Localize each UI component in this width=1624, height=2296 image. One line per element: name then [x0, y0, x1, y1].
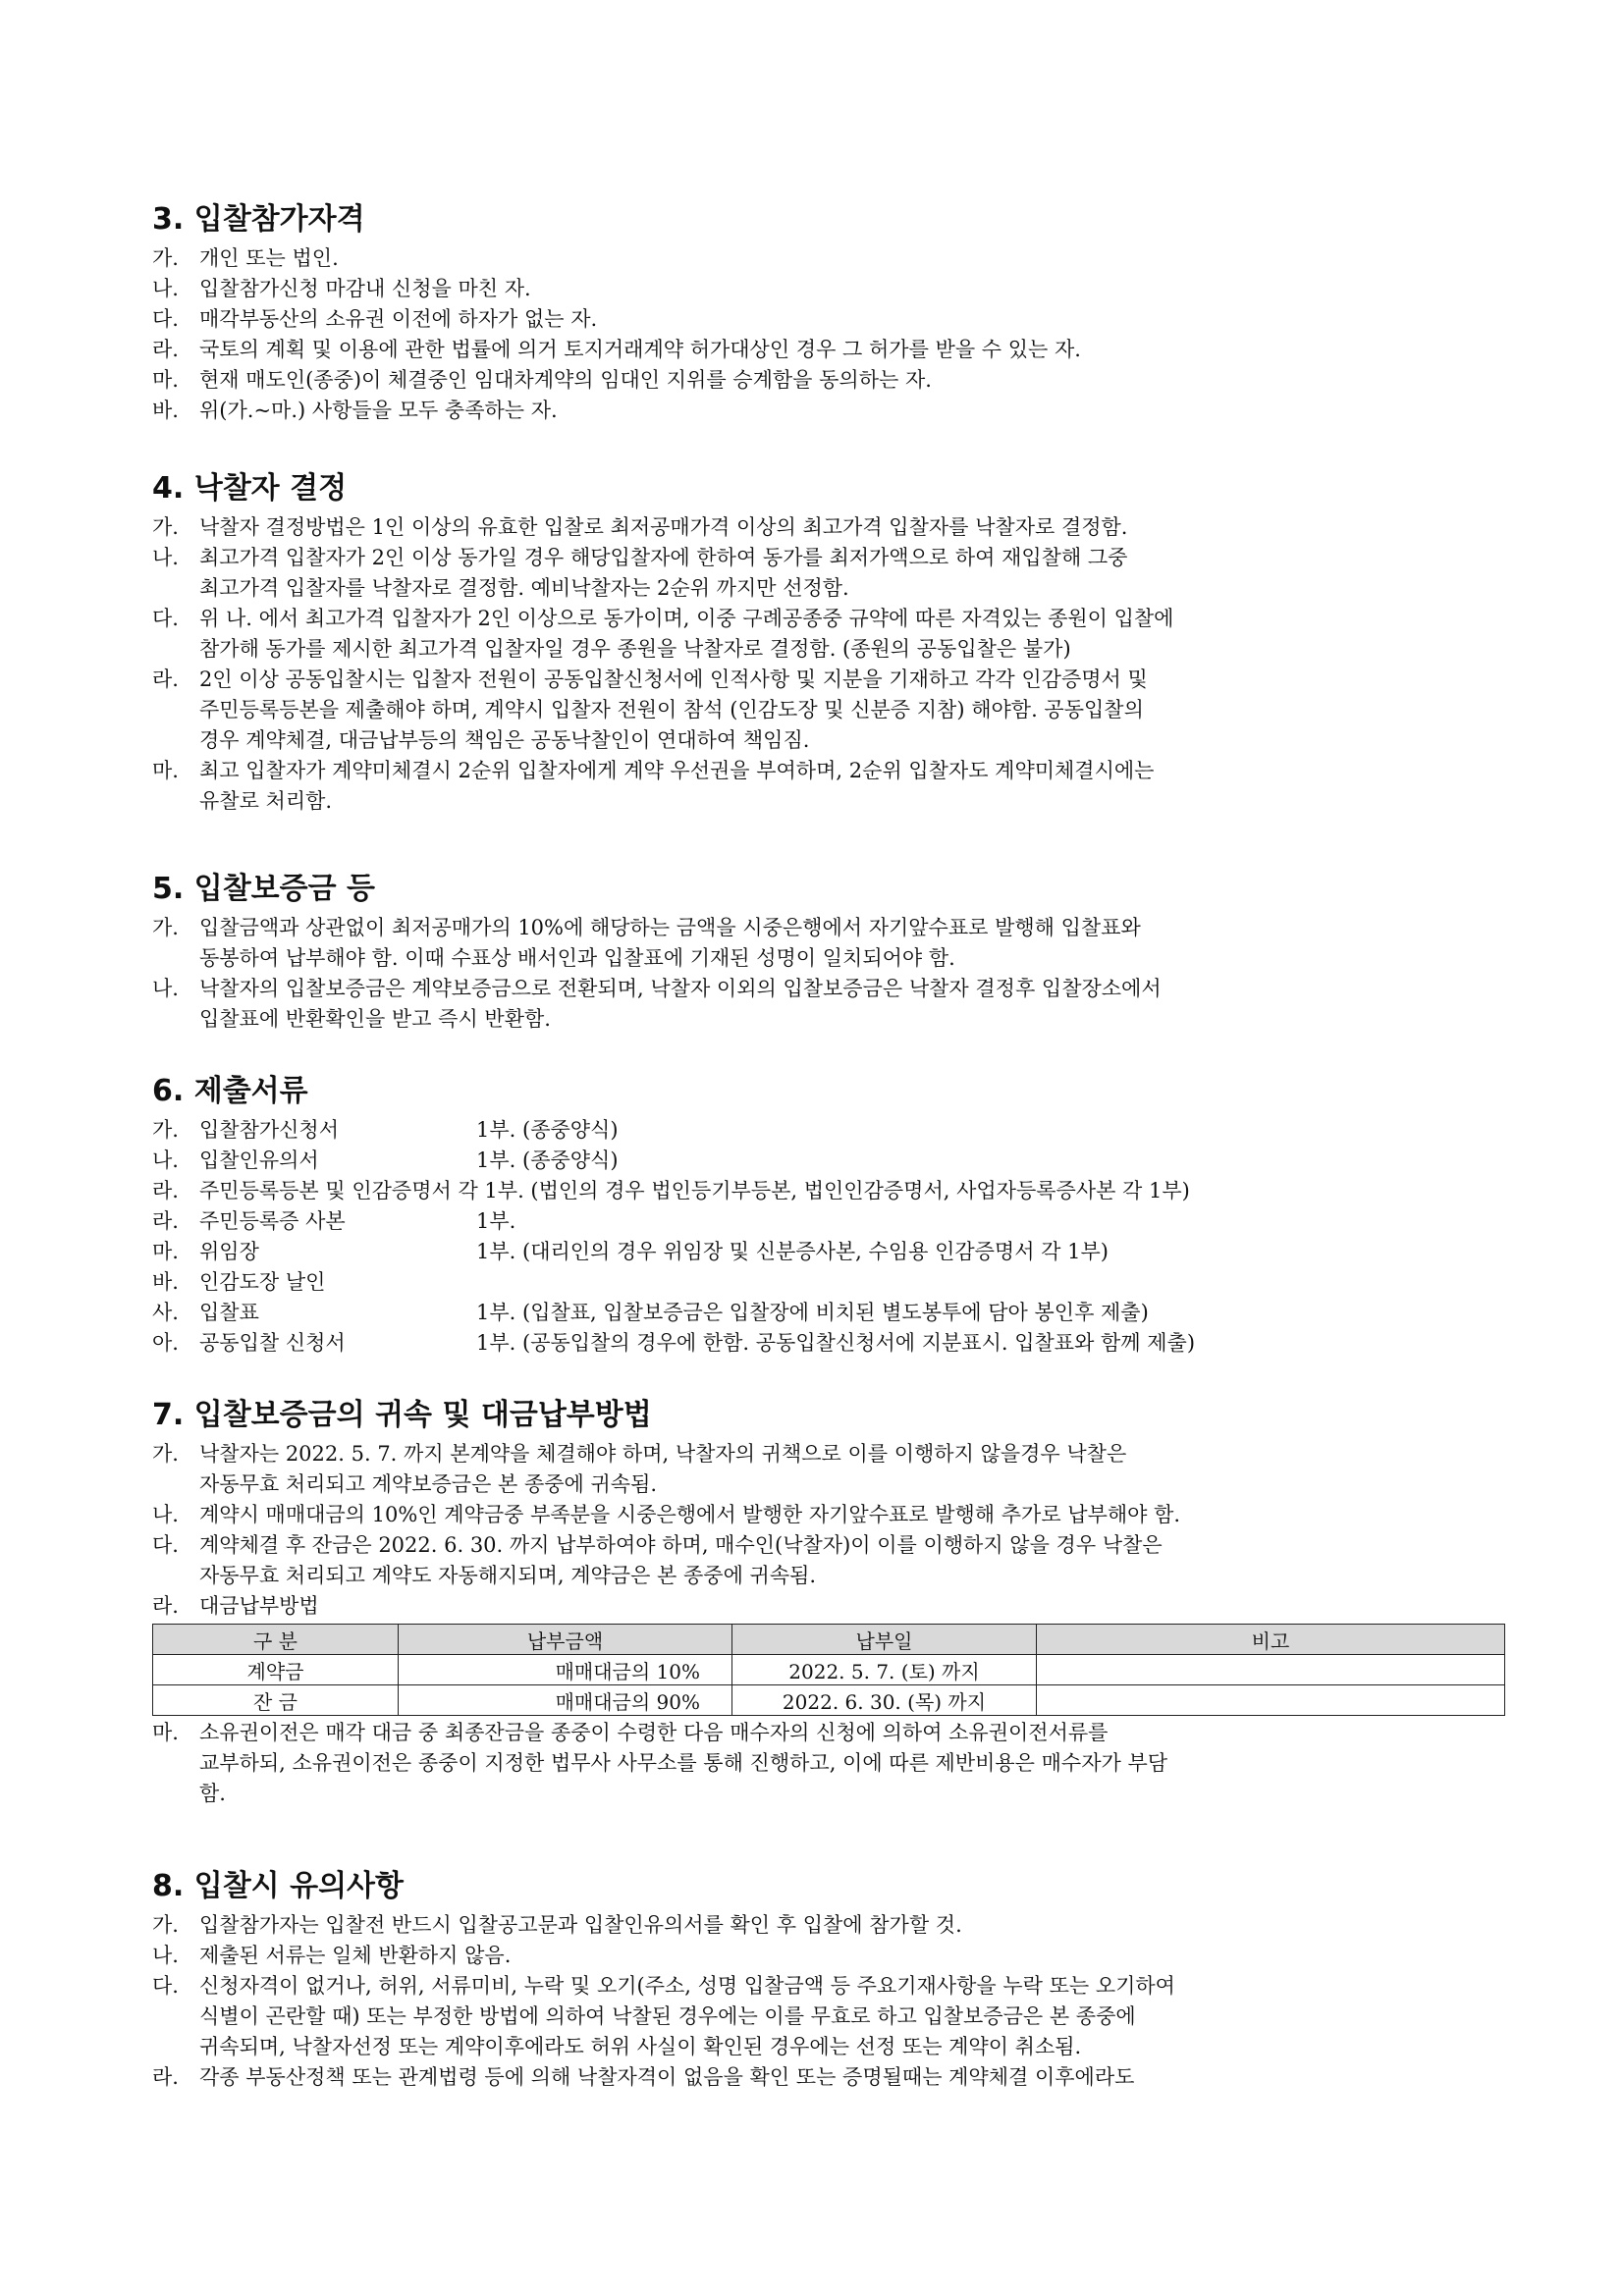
list-item: 라. 각종 부동산정책 또는 관계법령 등에 의해 낙찰자격이 없음을 확인 또는 증명될때는 계약체결 이후에라도 — [152, 2065, 1135, 2089]
section-5-title: 5. 입찰보증금 등 — [152, 872, 376, 906]
column-header: 비고 — [1037, 1625, 1505, 1655]
list-item: 나. 계약시 매매대금의 10%인 계약금중 부족분을 시중은행에서 발행한 자기앞수표로 발행해 추가로 납부해야 함. — [152, 1503, 1181, 1526]
section-6-title: 6. 제출서류 — [152, 1074, 308, 1108]
list-item: 가. 낙찰자는 2022. 5. 7. 까지 본계약을 체결해야 하며, 낙찰자의 귀책으로 이를 이행하지 않을경우 낙찰은 자동무효 처리되고 계약보증금은 본 종중에 귀속됨. — [152, 1442, 1127, 1496]
column-header: 납부금액 — [399, 1625, 732, 1655]
section-4-winner-decision — [152, 467, 1507, 817]
list-item: 다. 신청자격이 없거나, 허위, 서류미비, 누락 및 오기(주소, 성명 입찰금액 등 주요기재사항을 누락 또는 오기하여 식별이 곤란할 때) 또는 부정한 방법에 의하여 낙찰된 경우에는 이를 무효로 하고 입찰보증금은 본 종중에 귀속되며, 낙찰자선정 또는 계약이후에라도 허위 사실이 확인된 경우에는 선정 또는 계약이 취소됨. — [152, 1974, 1175, 2058]
list-item: 라. 주민등록등본 및 인감증명서 각 1부. (법인의 경우 법인등기부등본, 법인인감증명서, 사업자등록증사본 각 1부) — [152, 1179, 1190, 1202]
section-7-title: 7. 입찰보증금의 귀속 및 대금납부방법 — [152, 1398, 652, 1432]
section-5-bid-deposit — [152, 868, 1507, 1035]
list-item: 나. 입찰인유의서 1부. (종중양식) — [152, 1148, 619, 1172]
list-item: 아. 공동입찰 신청서 1부. (공동입찰의 경우에 한함. 공동입찰신청서에 지분표시. 입찰표와 함께 제출) — [152, 1331, 1196, 1355]
section-6-documents — [152, 1070, 1507, 1359]
payment-table — [152, 1624, 1505, 1716]
list-item: 라. 주민등록증 사본 1부. — [152, 1209, 516, 1233]
table-row: 잔 금 매매대금의 90% 2022. 6. 30. (목) 까지 — [153, 1685, 1505, 1716]
section-8-cautions — [152, 1865, 1507, 2093]
list-item: 바. 위(가.~마.) 사항들을 모두 충족하는 자. — [152, 399, 558, 422]
list-item: 라. 대금납부방법 — [152, 1594, 319, 1618]
section-4-title: 4. 낙찰자 결정 — [152, 471, 348, 506]
list-item: 다. 매각부동산의 소유권 이전에 하자가 없는 자. — [152, 307, 598, 331]
list-item: 가. 낙찰자 결정방법은 1인 이상의 유효한 입찰로 최저공매가격 이상의 최고가격 입찰자를 낙찰자로 결정함. — [152, 515, 1128, 539]
section-7-payment — [152, 1394, 1507, 1809]
list-item: 다. 위 나. 에서 최고가격 입찰자가 2인 이상으로 동가이며, 이중 구례공종중 규약에 따른 자격있는 종원이 입찰에 참가해 동가를 제시한 최고가격 입찰자일 경우 종원을 낙찰자로 결정함. (종원의 공동입찰은 불가) — [152, 607, 1174, 661]
section-3-title: 3. 입찰참가자격 — [152, 202, 365, 237]
list-item: 가. 입찰참가신청서 1부. (종중양식) — [152, 1118, 619, 1142]
section-3-items — [152, 243, 1507, 426]
list-item: 다. 계약체결 후 잔금은 2022. 6. 30. 까지 납부하여야 하며, 매수인(낙찰자)이 이를 이행하지 않을 경우 낙찰은 자동무효 처리되고 계약도 자동해지되며, 계약금은 본 종중에 귀속됨. — [152, 1533, 1163, 1587]
table-row: 계약금 매매대금의 10% 2022. 5. 7. (토) 까지 — [153, 1655, 1505, 1685]
section-3-eligibility — [152, 198, 1507, 426]
list-item: 사. 입찰표 1부. (입찰표, 입찰보증금은 입찰장에 비치된 별도봉투에 담아 봉인후 제출) — [152, 1301, 1149, 1324]
column-header: 구 분 — [153, 1625, 399, 1655]
list-item: 라. 2인 이상 공동입찰시는 입찰자 전원이 공동입찰신청서에 인적사항 및 지분을 기재하고 각각 인감증명서 및 주민등록등본을 제출해야 하며, 계약시 입찰자 전원이 참석 (인감도장 및 신분증 지참) 해야함. 공동입찰의 경우 계약체결, 대금납부등의 책임은 공동낙찰인이 연대하여 책임짐. — [152, 667, 1148, 752]
list-item: 마. 현재 매도인(종중)이 체결중인 임대차계약의 임대인 지위를 승계함을 동의하는 자. — [152, 368, 932, 392]
section-8-title: 8. 입찰시 유의사항 — [152, 1869, 405, 1903]
list-item: 가. 개인 또는 법인. — [152, 246, 339, 270]
list-item: 마. 소유권이전은 매각 대금 중 최종잔금을 종중이 수령한 다음 매수자의 신청에 의하여 소유권이전서류를 교부하되, 소유권이전은 종중이 지정한 법무사 사무소를 통해 진행하고, 이에 따른 제반비용은 매수자가 부담 함. — [152, 1721, 1168, 1805]
list-item: 가. 입찰금액과 상관없이 최저공매가의 10%에 해당하는 금액을 시중은행에서 자기앞수표로 발행해 입찰표와 동봉하여 납부해야 함. 이때 수표상 배서인과 입찰표에 기재된 성명이 일치되어야 함. — [152, 916, 1141, 970]
table-header-row — [153, 1625, 1505, 1655]
column-header: 납부일 — [732, 1625, 1037, 1655]
list-item: 라. 국토의 계획 및 이용에 관한 법률에 의거 토지거래계약 허가대상인 경우 그 허가를 받을 수 있는 자. — [152, 338, 1081, 361]
list-item: 가. 입찰참가자는 입찰전 반드시 입찰공고문과 입찰인유의서를 확인 후 입찰에 참가할 것. — [152, 1913, 962, 1937]
list-item: 나. 최고가격 입찰자가 2인 이상 동가일 경우 해당입찰자에 한하여 동가를 최저가액으로 하여 재입찰해 그중 최고가격 입찰자를 낙찰자로 결정함. 예비낙찰자는 2순위 까지만 선정함. — [152, 546, 1128, 600]
list-item: 나. 낙찰자의 입찰보증금은 계약보증금으로 전환되며, 낙찰자 이외의 입찰보증금은 낙찰자 결정후 입찰장소에서 입찰표에 반환확인을 받고 즉시 반환함. — [152, 977, 1162, 1031]
list-item: 마. 최고 입찰자가 계약미체결시 2순위 입찰자에게 계약 우선권을 부여하며, 2순위 입찰자도 계약미체결시에는 유찰로 처리함. — [152, 759, 1155, 813]
list-item: 나. 제출된 서류는 일체 반환하지 않음. — [152, 1944, 512, 1967]
list-item: 마. 위임장 1부. (대리인의 경우 위임장 및 신분증사본, 수임용 인감증명서 각 1부) — [152, 1240, 1109, 1263]
list-item: 바. 인감도장 날인 — [152, 1270, 326, 1294]
list-item: 나. 입찰참가신청 마감내 신청을 마친 자. — [152, 277, 531, 300]
